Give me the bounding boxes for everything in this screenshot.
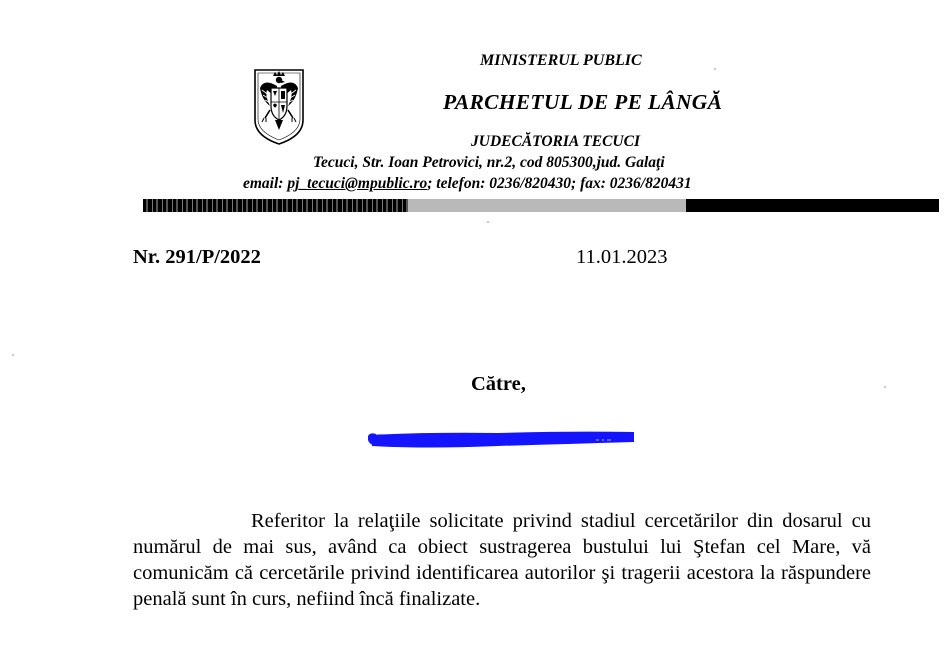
- scan-speck: [884, 386, 886, 388]
- salutation: Către,: [471, 373, 526, 395]
- romania-coat-of-arms-icon: [250, 66, 308, 146]
- header-divider: [143, 199, 939, 212]
- redacted-recipient: [368, 426, 636, 450]
- institution-name: PARCHETUL DE PE LÂNGĂ: [443, 90, 723, 114]
- document-date: 11.01.2023: [576, 246, 668, 268]
- body-paragraph: Referitor la relaţiile solicitate privind stadiul cercetărilor din dosarul cu numărul de mai sus, având ca obiect sustragerea bustului lui Ştefan cel Mare, vă comunicăm că cercetările privind identificarea autorilor şi tragerii acestora la răspundere penală sunt în curs, nefiind încă finalizate.: [133, 510, 871, 610]
- contact-line: [243, 175, 692, 193]
- scan-speck: [714, 68, 716, 70]
- court-name: JUDECĂTORIA TECUCI: [471, 133, 640, 150]
- scan-speck: [487, 221, 489, 223]
- scan-speck: [12, 354, 14, 356]
- registration-number: Nr. 291/P/2022: [133, 246, 261, 268]
- email-link[interactable]: pj_tecuci@mpublic.ro: [287, 175, 428, 192]
- email-label: email:: [243, 175, 288, 192]
- phone-fax-info: ; telefon: 0236/820430; fax: 0236/820431: [427, 175, 692, 192]
- ministry-name: MINISTERUL PUBLIC: [480, 52, 642, 69]
- address-line: Tecuci, Str. Ioan Petrovici, nr.2, cod 805300,jud. Galaţi: [313, 154, 665, 171]
